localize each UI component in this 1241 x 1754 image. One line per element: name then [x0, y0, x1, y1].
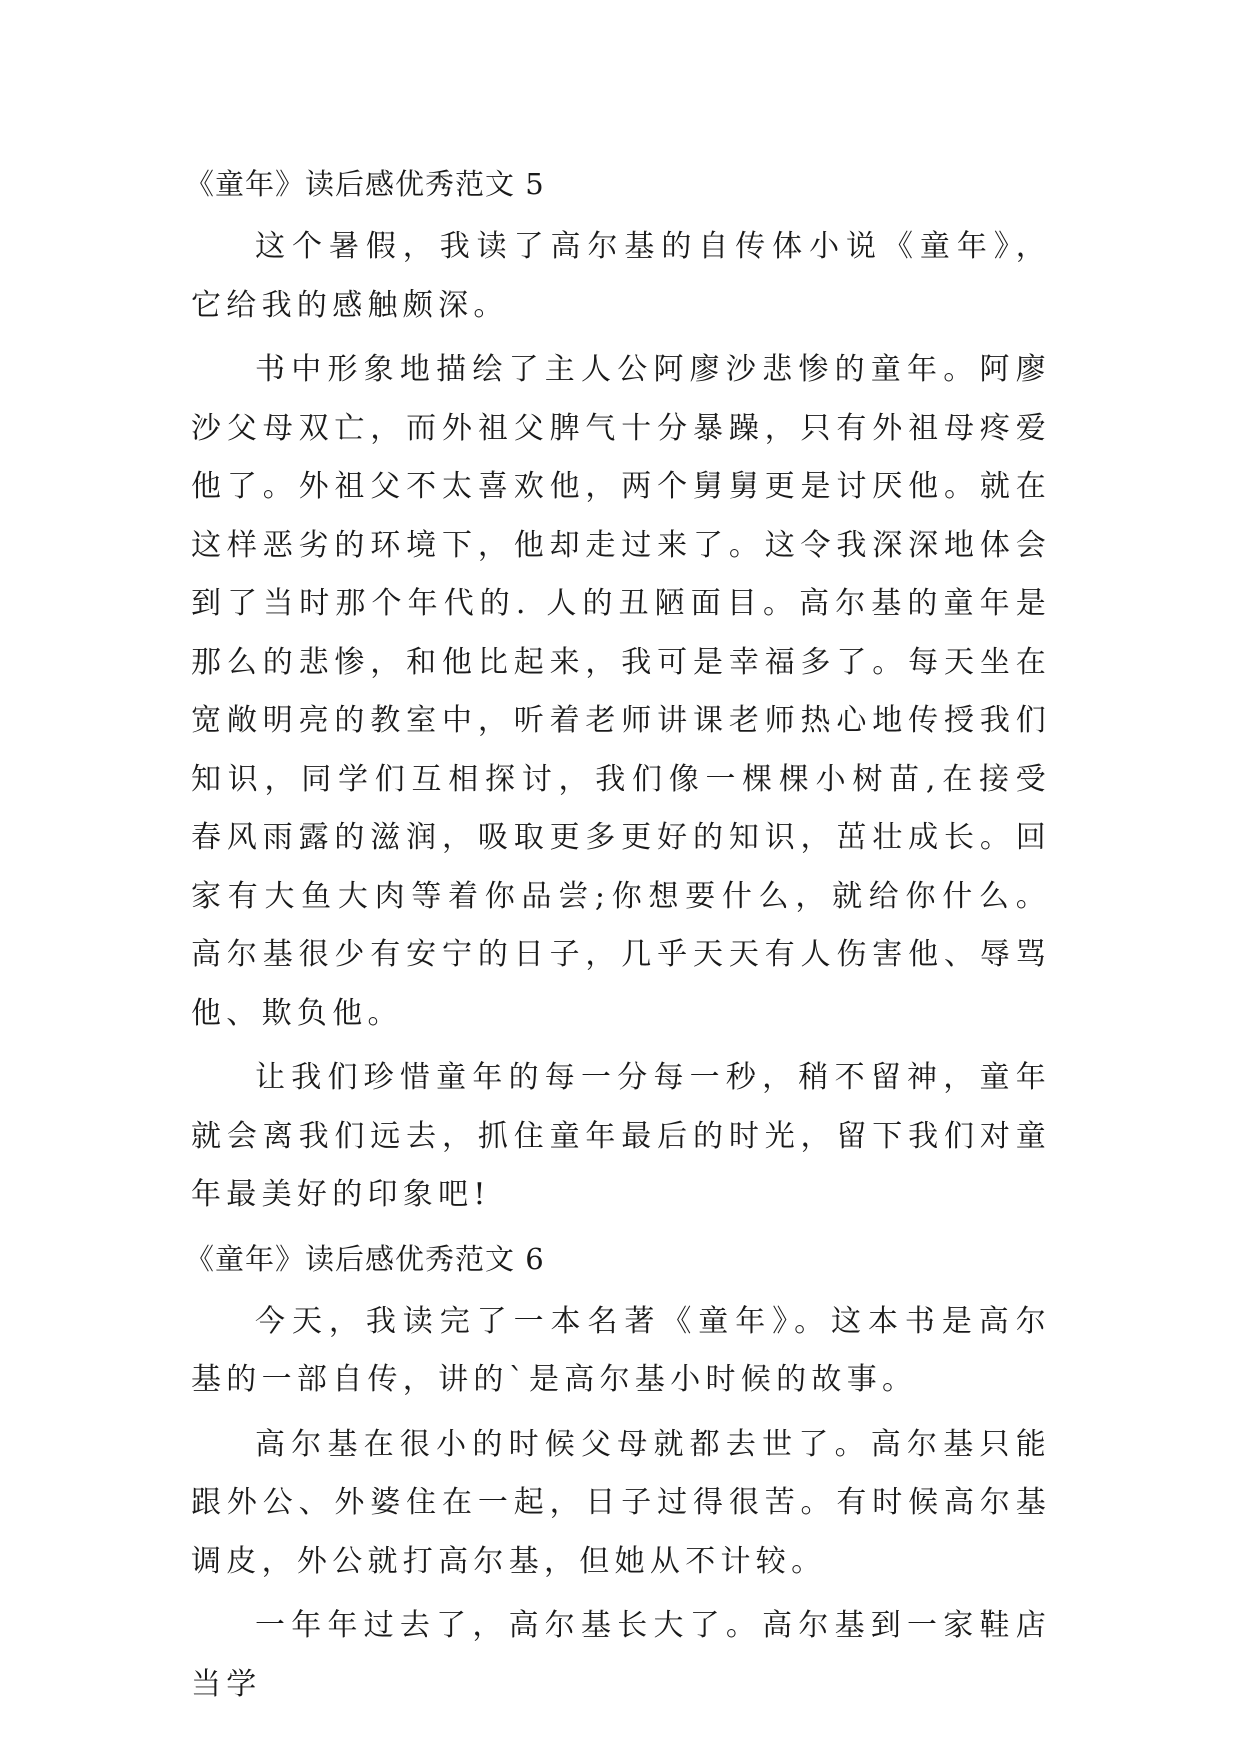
- paragraph: 高尔基在很小的时候父母就都去世了。高尔基只能跟外公、外婆住在一起，日子过得很苦。有时候高尔基调皮，外公就打高尔基，但她从不计较。: [191, 1426, 1051, 1579]
- paragraph: 这个暑假，我读了高尔基的自传体小说《童年》，它给我的感触颇深。: [191, 229, 1051, 323]
- paragraph: 书中形象地描绘了主人公阿廖沙悲惨的童年。阿廖沙父母双亡，而外祖父脾气十分暴躁，只有外祖母疼爱他了。外祖父不太喜欢他，两个舅舅更是讨厌他。就在这样恶劣的环境下，他却走过来了。这令我深深地体会到了当时那个年代的. 人的丑陋面目。高尔基的童年是那么的悲惨，和他比起来，我可是幸福多了。每天坐在宽敞明亮的教室中，听着老师讲课老师热心地传授我们知识，同学们互相探讨，我们像一棵棵小树苗,在接受春风雨露的滋润，吸取更多更好的知识，茁壮成长。回家有大鱼大肉等着你品尝;你想要什么，就给你什么。高尔基很少有安宁的日子，几乎天天有人伤害他、辱骂他、欺负他。: [191, 352, 1051, 1031]
- document-body: [185, 156, 1051, 1720]
- paragraph: 让我们珍惜童年的每一分每一秒，稍不留神，童年就会离我们远去，抓住童年最后的时光，留下我们对童年最美好的印象吧!: [191, 1060, 1051, 1212]
- essay-section-5: [185, 156, 1051, 1225]
- essay-section-6: [185, 1231, 1051, 1715]
- section-title: 《童年》读后感优秀范文 6: [185, 1241, 545, 1276]
- section-title: 《童年》读后感优秀范文 5: [185, 167, 545, 201]
- paragraph: 今天，我读完了一本名著《童年》。这本书是高尔基的一部自传，讲的`是高尔基小时候的故事。: [191, 1303, 1051, 1397]
- paragraph: 一年年过去了，高尔基长大了。高尔基到一家鞋店当学: [191, 1608, 1051, 1702]
